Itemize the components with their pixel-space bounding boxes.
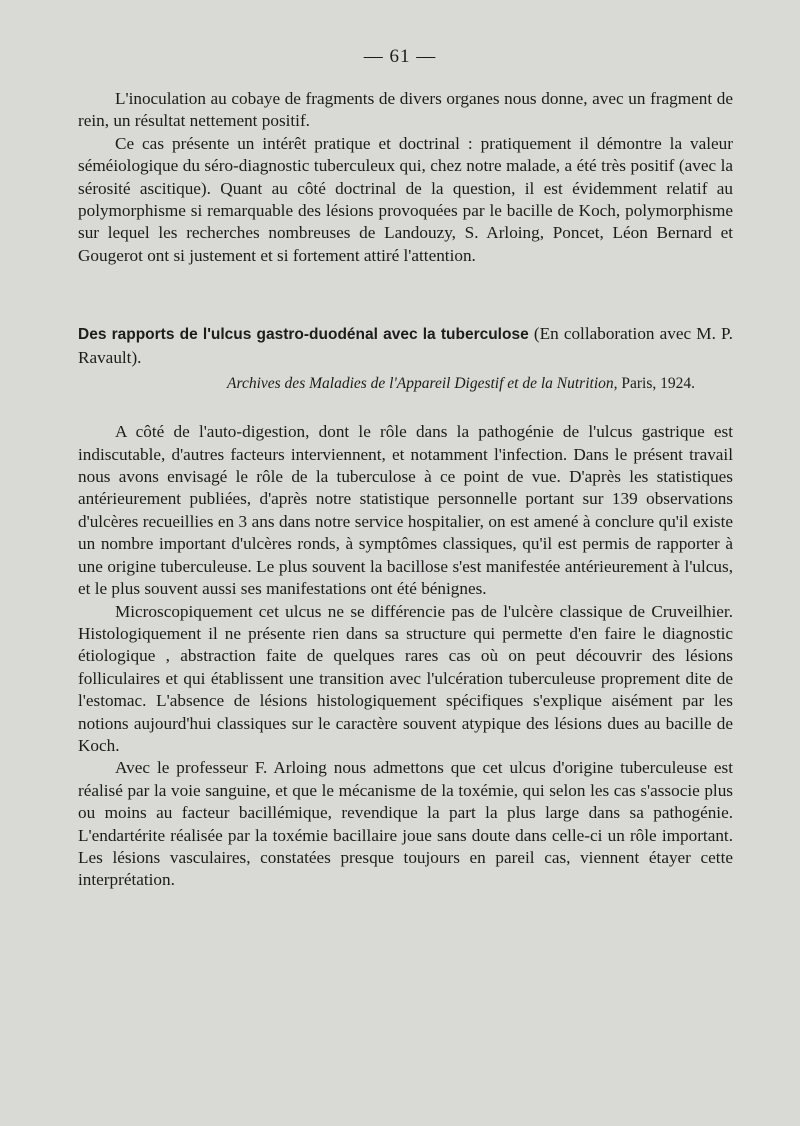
body-paragraph-3: Avec le professeur F. Arloing nous admettons que cet ulcus d'origine tuberculeuse est réalisé par la voie sanguine, et que le mécanisme de la toxémie, qui selon les cas s'associe plus ou moins au facteur bacillémique, revendique la part la plus large dans sa pathogénie. L'endartérite réalisée par la toxémie bacillaire joue sans doute dans celle-ci un rôle important. Les lésions vasculaires, constatées presque toujours en pareil cas, viennent étayer cette interprétation. (78, 758, 733, 890)
intro-paragraph-2: Ce cas présente un intérêt pratique et doctrinal : pratiquement il démontre la valeur séméiologique du séro-diagnostic tuberculeux qui, chez notre malade, a été très positif (avec la sérosité ascitique). Quant au côté doctrinal de la question, il est évidemment relatif au polymorphisme si remarquable des lésions provoquées par le bacille de Koch, polymorphisme sur lequel les recherches nombreuses de Landouzy, S. Arloing, Poncet, Léon Bernard et Gougerot ont si justement et si fortement attiré l'attention. (78, 133, 733, 265)
article-title (78, 322, 733, 369)
article-body (78, 421, 733, 892)
intro-paragraph-1: L'inoculation au cobaye de fragments de divers organes nous donne, avec un fragment de rein, un résultat nettement positif. (78, 89, 733, 131)
article-title-collaboration: (En collaboration avec M. P. Ravault). (78, 324, 733, 368)
page-number: — 61 — (363, 46, 437, 67)
body-paragraph-2: Microscopiquement cet ulcus ne se différencie pas de l'ulcère classique de Cruveilhier. Histologiquement il ne présente rien dans sa structure qui permette d'en faire le diagnostic étiologique , abstraction faite de quelques rares cas où on peut découvrir des lésions folliculaires et qui établissent une transition avec l'ulcération tuberculeuse proprement dite de l'estomac. L'absence de lésions histologiquement spécifiques s'explique aisément par les notions aujourd'hui classiques sur le caractère souvent atypique des lésions dues au bacille de Koch. (78, 601, 733, 755)
article-title-bold: Des rapports de l'ulcus gastro-duodénal avec la tuberculose (78, 326, 529, 344)
journal-place-year: Paris, 1924. (617, 375, 695, 393)
page-content (78, 88, 733, 892)
journal-reference (78, 373, 733, 395)
body-paragraph-1: A côté de l'auto-digestion, dont le rôle dans la pathogénie de l'ulcus gastrique est indiscutable, d'autres facteurs interviennent, et notamment l'infection. Dans le présent travail nous avons envisagé le rôle de la tuberculose à ce point de vue. D'après les statistiques antérieurement publiées, d'après notre statistique personnelle portant sur 139 observations d'ulcères recueillies en 3 ans dans notre service hospitalier, on est amené à conclure qu'il existe un nombre important d'ulcères ronds, à symptômes classiques, qu'il est permis de rapporter à une origine tuberculeuse. Le plus souvent la bacillose s'est manifestée antérieurement à l'ulcus, et le plus souvent aussi ses manifestations ont été bénignes. (78, 422, 733, 599)
journal-name: Archives des Maladies de l'Appareil Digestif et de la Nutrition, (227, 375, 618, 393)
